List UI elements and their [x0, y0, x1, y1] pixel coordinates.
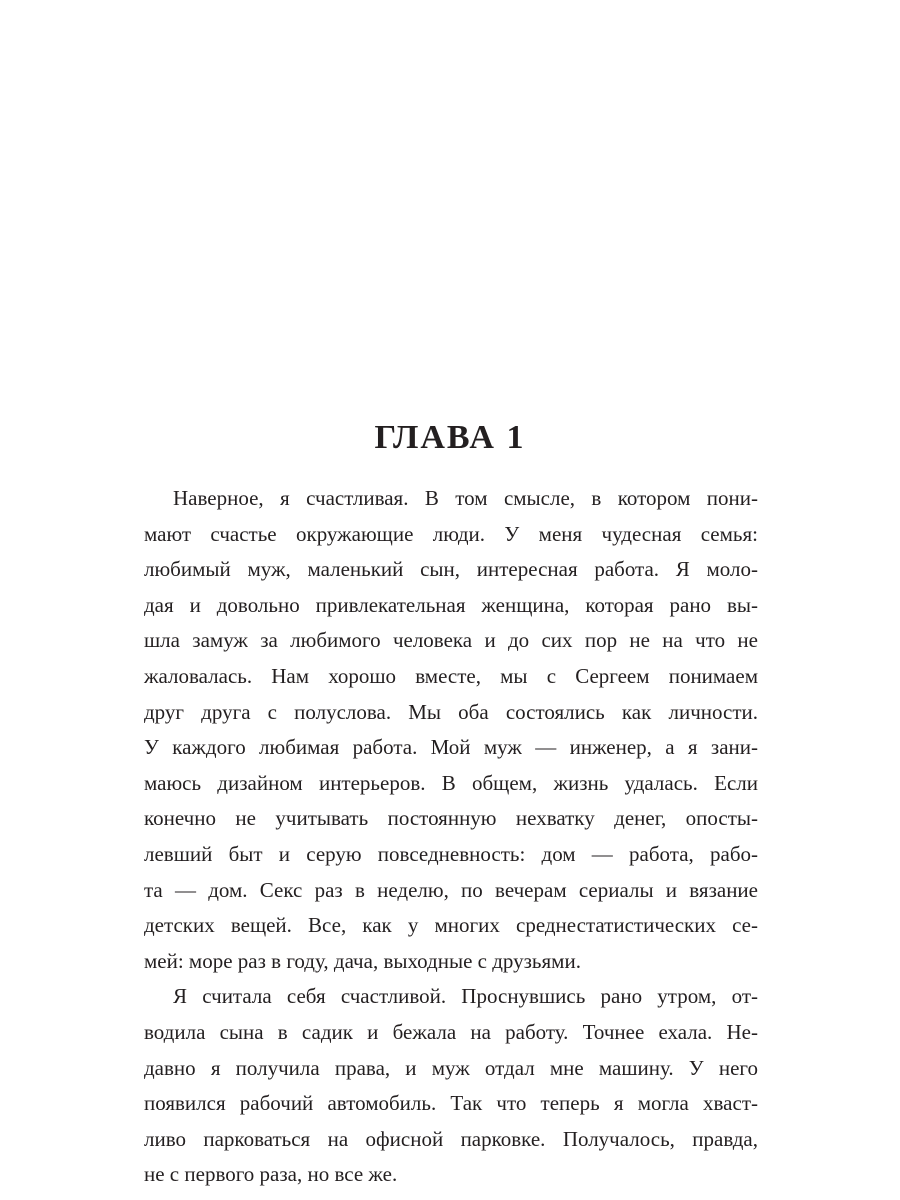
text-line: появился рабочий автомобиль. Так что теперь я могла хваст-: [144, 1091, 758, 1116]
text-line: детских вещей. Все, как у многих среднестатистических се-: [144, 913, 758, 938]
chapter-title: ГЛАВА 1: [374, 419, 526, 456]
text-line: друг друга с полуслова. Мы оба состоялись как личности.: [144, 699, 758, 724]
text-line: водила сына в садик и бежала на работу. Точнее ехала. Не-: [144, 1019, 758, 1044]
text-line: мей: море раз в году, дача, выходные с друзьями.: [144, 948, 581, 973]
text-line: Я считала себя счастливой. Проснувшись рано утром, от-: [173, 984, 758, 1009]
text-line: маюсь дизайном интерьеров. В общем, жизнь удалась. Если: [144, 770, 758, 795]
text-line: У каждого любимая работа. Мой муж — инженер, а я зани-: [144, 735, 758, 760]
text-line: Наверное, я счастливая. В том смысле, в котором пони-: [173, 486, 758, 510]
text-line: конечно не учитывать постоянную нехватку денег, опосты-: [144, 806, 758, 831]
text-line: давно я получила права, и муж отдал мне машину. У него: [144, 1055, 758, 1080]
text-line: шла замуж за любимого человека и до сих пор не на что не: [144, 628, 758, 653]
paragraph-1: [144, 481, 758, 979]
paragraph-2: [144, 979, 758, 1193]
text-line: не с первого раза, но все же.: [144, 1162, 398, 1187]
text-line: дая и довольно привлекательная женщина, которая рано вы-: [144, 592, 758, 617]
text-line: та — дом. Секс раз в неделю, по вечерам сериалы и вязание: [144, 877, 758, 902]
text-line: жаловалась. Нам хорошо вместе, мы с Сергеем понимаем: [144, 663, 758, 688]
text-line: мают счастье окружающие люди. У меня чудесная семья:: [144, 521, 758, 546]
text-line: левший быт и серую повседневность: дом — работа, рабо-: [144, 841, 758, 866]
text-line: ливо парковаться на офисной парковке. Получалось, правда,: [144, 1126, 758, 1151]
chapter-text: [144, 481, 758, 1193]
text-line: любимый муж, маленький сын, интересная работа. Я моло-: [144, 557, 758, 582]
